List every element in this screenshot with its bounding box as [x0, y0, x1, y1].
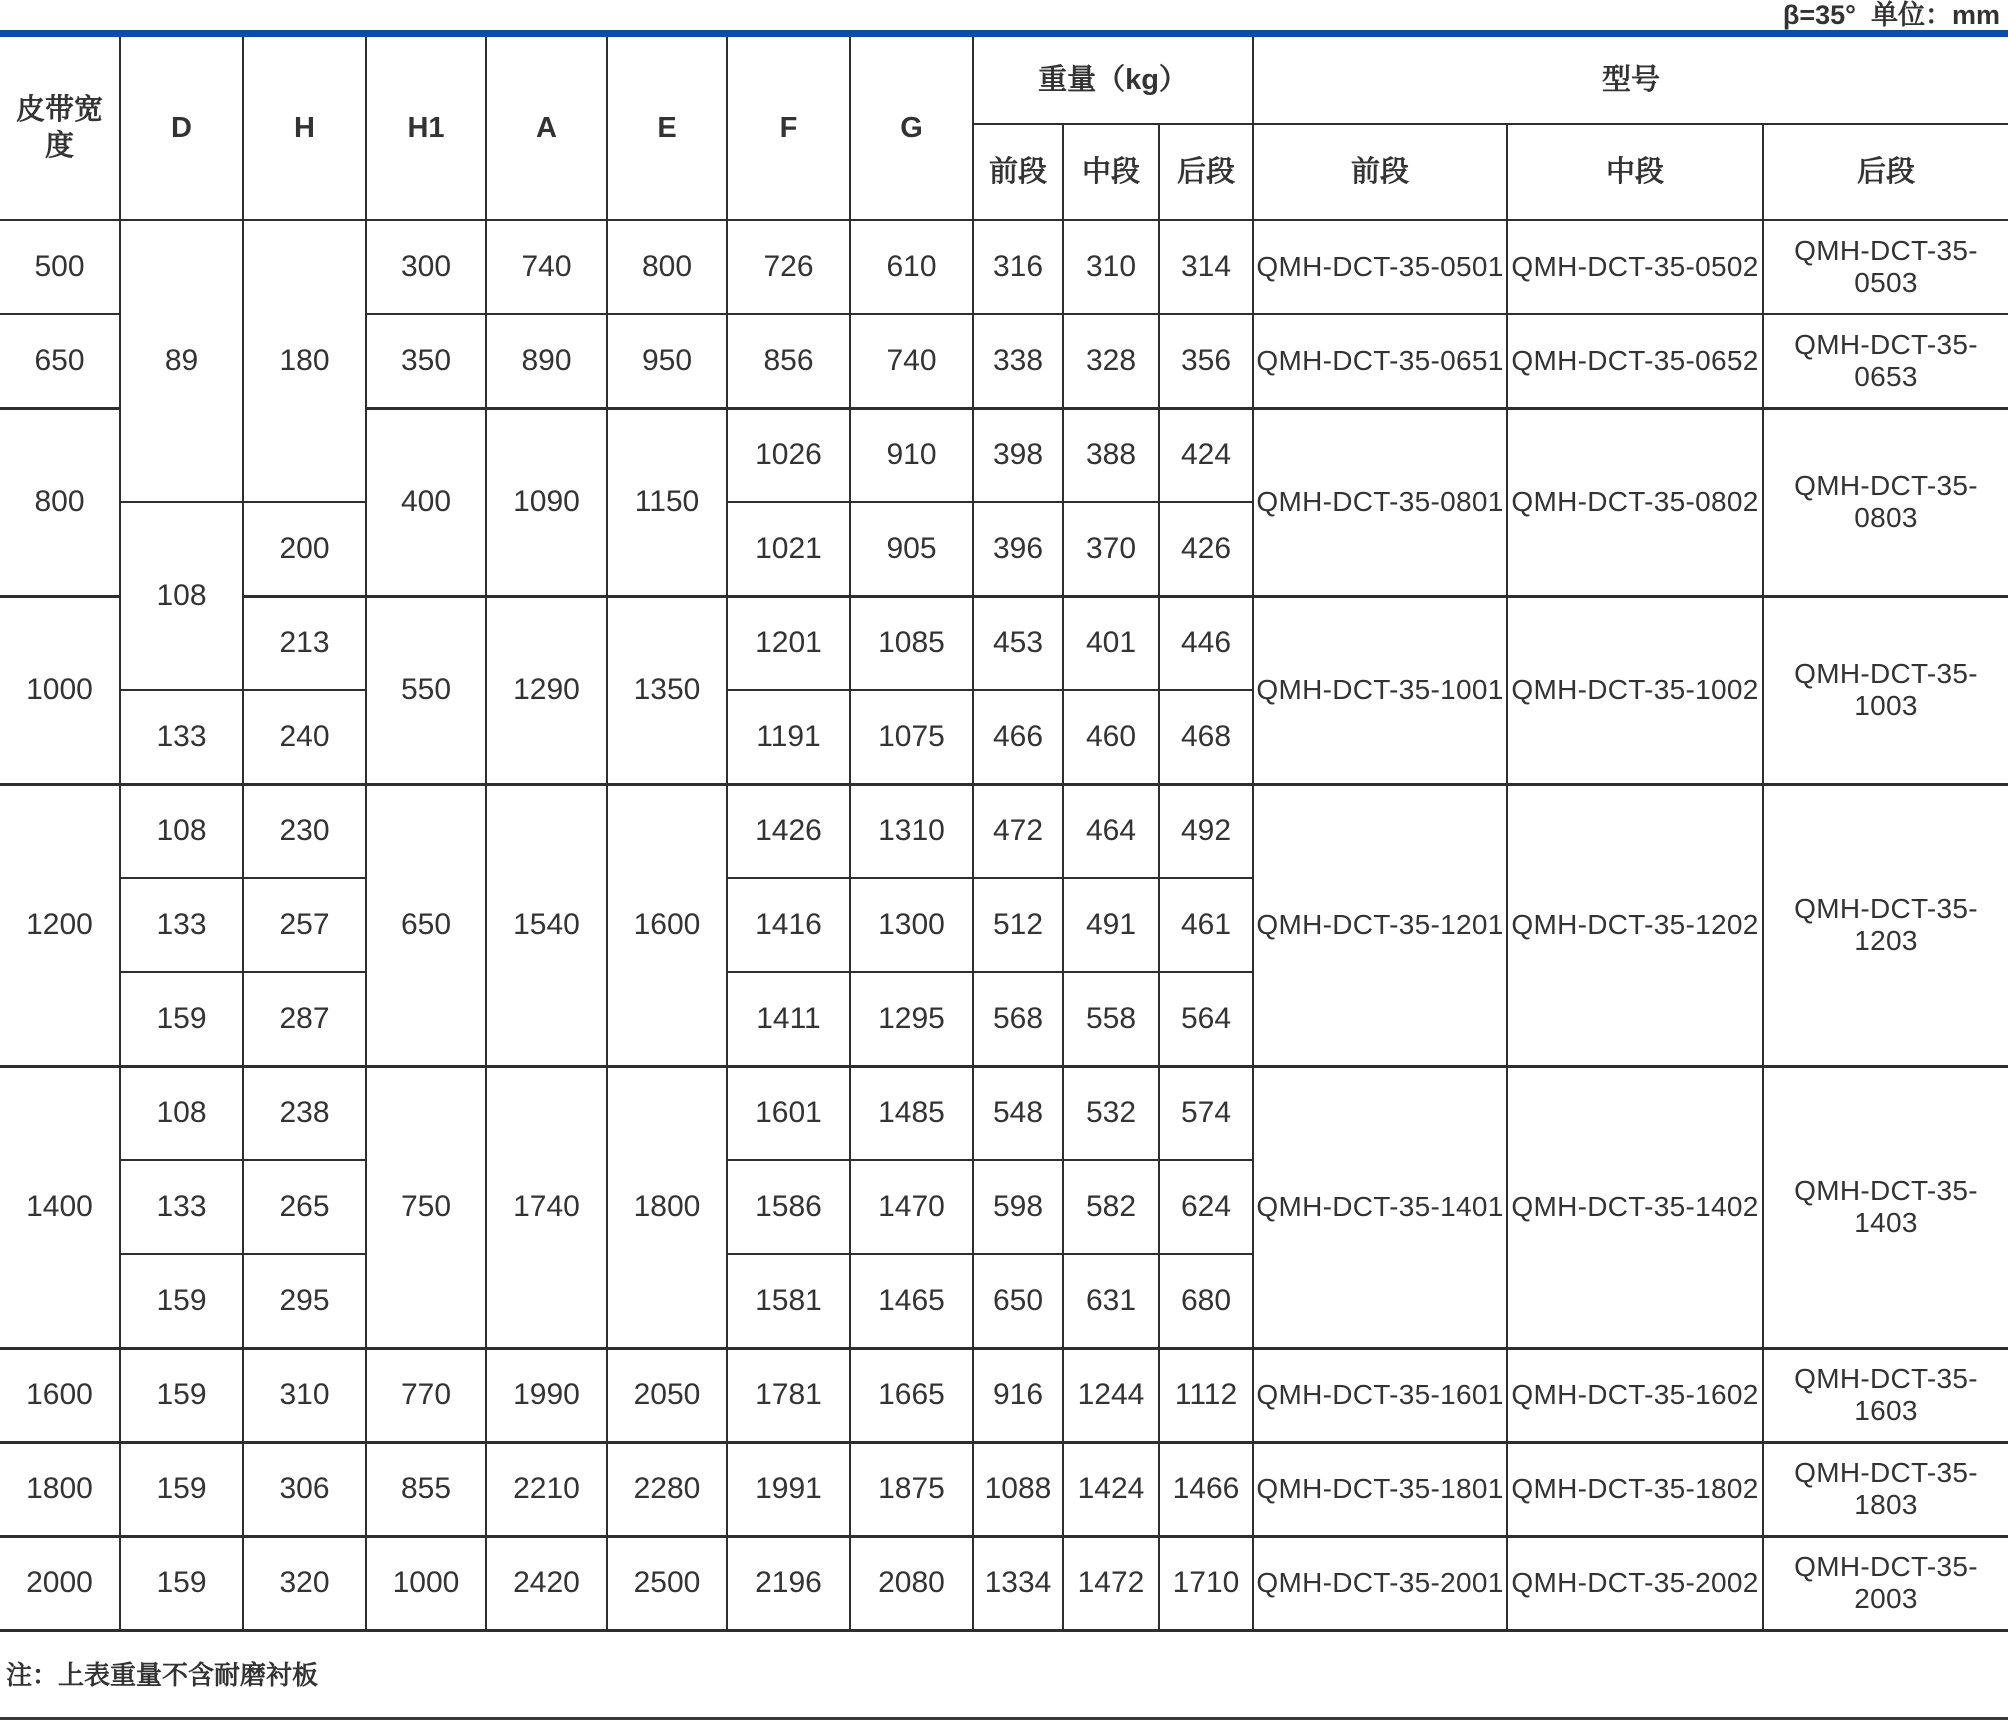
cell-weight-rear: 461	[1159, 878, 1253, 972]
cell-weight-middle: 1424	[1063, 1442, 1159, 1536]
cell-d: 159	[120, 1536, 243, 1630]
cell-weight-front: 598	[973, 1160, 1063, 1254]
header-belt-width: 皮带宽度	[0, 37, 120, 220]
cell-e: 2050	[607, 1348, 727, 1442]
cell-f: 1586	[727, 1160, 850, 1254]
cell-weight-front: 1088	[973, 1442, 1063, 1536]
cell-weight-rear: 1112	[1159, 1348, 1253, 1442]
cell-d: 159	[120, 1254, 243, 1348]
cell-g: 1075	[850, 690, 973, 784]
cell-h1: 750	[366, 1066, 486, 1348]
cell-f: 1781	[727, 1348, 850, 1442]
cell-a: 890	[486, 314, 607, 408]
cell-weight-front: 472	[973, 784, 1063, 878]
cell-weight-front: 568	[973, 972, 1063, 1066]
table-row	[0, 1348, 2008, 1442]
cell-e: 1150	[607, 408, 727, 596]
cell-f: 1416	[727, 878, 850, 972]
cell-weight-front: 548	[973, 1066, 1063, 1160]
cell-weight-rear: 1710	[1159, 1536, 1253, 1630]
cell-weight-front: 650	[973, 1254, 1063, 1348]
cell-model-rear: QMH-DCT-35-2003	[1763, 1536, 2008, 1630]
cell-weight-middle: 532	[1063, 1066, 1159, 1160]
cell-model-front: QMH-DCT-35-0501	[1253, 220, 1507, 314]
header-e: E	[607, 37, 727, 220]
cell-e: 1350	[607, 596, 727, 784]
cell-weight-middle: 328	[1063, 314, 1159, 408]
cell-f: 726	[727, 220, 850, 314]
cell-f: 1991	[727, 1442, 850, 1536]
cell-model-front: QMH-DCT-35-1801	[1253, 1442, 1507, 1536]
cell-d: 108	[120, 784, 243, 878]
cell-g: 2080	[850, 1536, 973, 1630]
cell-h: 180	[243, 220, 366, 502]
cell-a: 1990	[486, 1348, 607, 1442]
cell-h: 310	[243, 1348, 366, 1442]
cell-weight-rear: 314	[1159, 220, 1253, 314]
cell-h1: 1000	[366, 1536, 486, 1630]
cell-belt-width: 1200	[0, 784, 120, 1066]
cell-d: 133	[120, 1160, 243, 1254]
cell-belt-width: 1800	[0, 1442, 120, 1536]
table-row	[0, 1066, 2008, 1160]
cell-g: 905	[850, 502, 973, 596]
cell-model-middle: QMH-DCT-35-1402	[1507, 1066, 1763, 1348]
cell-model-middle: QMH-DCT-35-2002	[1507, 1536, 1763, 1630]
cell-g: 610	[850, 220, 973, 314]
cell-weight-rear: 424	[1159, 408, 1253, 502]
cell-h: 265	[243, 1160, 366, 1254]
cell-g: 740	[850, 314, 973, 408]
cell-belt-width: 1600	[0, 1348, 120, 1442]
header-model-front: 前段	[1253, 124, 1507, 220]
cell-weight-middle: 388	[1063, 408, 1159, 502]
cell-weight-front: 398	[973, 408, 1063, 502]
beta-unit-annotation: β=35° 单位：mm	[1782, 0, 2000, 30]
cell-model-rear: QMH-DCT-35-1403	[1763, 1066, 2008, 1348]
table-row	[0, 220, 2008, 314]
cell-g: 1085	[850, 596, 973, 690]
cell-weight-front: 396	[973, 502, 1063, 596]
cell-g: 1300	[850, 878, 973, 972]
cell-h1: 350	[366, 314, 486, 408]
cell-f: 1411	[727, 972, 850, 1066]
cell-h: 238	[243, 1066, 366, 1160]
cell-h1: 650	[366, 784, 486, 1066]
cell-g: 1465	[850, 1254, 973, 1348]
cell-a: 1290	[486, 596, 607, 784]
header-weight-front: 前段	[973, 124, 1063, 220]
cell-h1: 400	[366, 408, 486, 596]
cell-h: 240	[243, 690, 366, 784]
cell-weight-middle: 370	[1063, 502, 1159, 596]
cell-weight-rear: 468	[1159, 690, 1253, 784]
table-row	[0, 784, 2008, 878]
cell-f: 1201	[727, 596, 850, 690]
header-h: H	[243, 37, 366, 220]
cell-e: 950	[607, 314, 727, 408]
cell-weight-front: 338	[973, 314, 1063, 408]
cell-f: 1191	[727, 690, 850, 784]
cell-h: 320	[243, 1536, 366, 1630]
header-model-group: 型号	[1253, 37, 2008, 124]
cell-d: 89	[120, 220, 243, 502]
cell-weight-front: 466	[973, 690, 1063, 784]
header-model-middle: 中段	[1507, 124, 1763, 220]
cell-a: 2420	[486, 1536, 607, 1630]
cell-weight-front: 453	[973, 596, 1063, 690]
cell-model-front: QMH-DCT-35-1601	[1253, 1348, 1507, 1442]
cell-weight-front: 316	[973, 220, 1063, 314]
cell-model-rear: QMH-DCT-35-1603	[1763, 1348, 2008, 1442]
cell-g: 1470	[850, 1160, 973, 1254]
header-weight-middle: 中段	[1063, 124, 1159, 220]
cell-model-rear: QMH-DCT-35-1803	[1763, 1442, 2008, 1536]
cell-model-front: QMH-DCT-35-1401	[1253, 1066, 1507, 1348]
cell-model-front: QMH-DCT-35-0651	[1253, 314, 1507, 408]
cell-weight-middle: 464	[1063, 784, 1159, 878]
cell-model-front: QMH-DCT-35-1001	[1253, 596, 1507, 784]
cell-e: 1600	[607, 784, 727, 1066]
cell-model-middle: QMH-DCT-35-0802	[1507, 408, 1763, 596]
cell-weight-middle: 310	[1063, 220, 1159, 314]
cell-d: 159	[120, 1348, 243, 1442]
cell-h1: 855	[366, 1442, 486, 1536]
cell-model-rear: QMH-DCT-35-0653	[1763, 314, 2008, 408]
accent-line	[0, 30, 2008, 37]
cell-weight-rear: 680	[1159, 1254, 1253, 1348]
spec-table	[0, 37, 2008, 1632]
cell-h: 287	[243, 972, 366, 1066]
cell-e: 2500	[607, 1536, 727, 1630]
header-g: G	[850, 37, 973, 220]
cell-h: 230	[243, 784, 366, 878]
cell-h: 257	[243, 878, 366, 972]
cell-model-front: QMH-DCT-35-2001	[1253, 1536, 1507, 1630]
cell-g: 1295	[850, 972, 973, 1066]
bottom-border-line	[0, 1717, 2008, 1720]
cell-weight-front: 1334	[973, 1536, 1063, 1630]
cell-weight-rear: 446	[1159, 596, 1253, 690]
cell-e: 1800	[607, 1066, 727, 1348]
cell-g: 1665	[850, 1348, 973, 1442]
cell-g: 1310	[850, 784, 973, 878]
cell-a: 1090	[486, 408, 607, 596]
cell-weight-rear: 1466	[1159, 1442, 1253, 1536]
cell-model-front: QMH-DCT-35-0801	[1253, 408, 1507, 596]
header-h1: H1	[366, 37, 486, 220]
cell-h1: 770	[366, 1348, 486, 1442]
cell-belt-width: 800	[0, 408, 120, 596]
cell-f: 1026	[727, 408, 850, 502]
cell-weight-middle: 582	[1063, 1160, 1159, 1254]
cell-h: 213	[243, 596, 366, 690]
cell-weight-rear: 356	[1159, 314, 1253, 408]
cell-weight-middle: 558	[1063, 972, 1159, 1066]
cell-weight-middle: 491	[1063, 878, 1159, 972]
cell-model-middle: QMH-DCT-35-1602	[1507, 1348, 1763, 1442]
cell-d: 133	[120, 878, 243, 972]
cell-belt-width: 2000	[0, 1536, 120, 1630]
cell-a: 740	[486, 220, 607, 314]
header-weight-rear: 后段	[1159, 124, 1253, 220]
cell-e: 800	[607, 220, 727, 314]
cell-weight-rear: 426	[1159, 502, 1253, 596]
cell-weight-middle: 1244	[1063, 1348, 1159, 1442]
cell-d: 159	[120, 1442, 243, 1536]
cell-e: 2280	[607, 1442, 727, 1536]
header-weight-group: 重量（kg）	[973, 37, 1253, 124]
cell-d: 133	[120, 690, 243, 784]
table-row	[0, 1536, 2008, 1630]
cell-a: 2210	[486, 1442, 607, 1536]
cell-h: 200	[243, 502, 366, 596]
cell-g: 1875	[850, 1442, 973, 1536]
header-d: D	[120, 37, 243, 220]
cell-h: 295	[243, 1254, 366, 1348]
cell-g: 1485	[850, 1066, 973, 1160]
cell-a: 1540	[486, 784, 607, 1066]
cell-weight-rear: 624	[1159, 1160, 1253, 1254]
table-row	[0, 596, 2008, 690]
cell-h1: 550	[366, 596, 486, 784]
cell-f: 856	[727, 314, 850, 408]
cell-belt-width: 650	[0, 314, 120, 408]
cell-model-middle: QMH-DCT-35-0652	[1507, 314, 1763, 408]
cell-a: 1740	[486, 1066, 607, 1348]
cell-d: 108	[120, 1066, 243, 1160]
cell-model-front: QMH-DCT-35-1201	[1253, 784, 1507, 1066]
footnote: 注：上表重量不含耐磨衬板	[6, 1660, 319, 1690]
header-f: F	[727, 37, 850, 220]
cell-model-middle: QMH-DCT-35-0502	[1507, 220, 1763, 314]
cell-f: 1581	[727, 1254, 850, 1348]
header-a: A	[486, 37, 607, 220]
cell-weight-middle: 460	[1063, 690, 1159, 784]
header-model-rear: 后段	[1763, 124, 2008, 220]
cell-model-rear: QMH-DCT-35-0503	[1763, 220, 2008, 314]
cell-g: 910	[850, 408, 973, 502]
cell-belt-width: 1000	[0, 596, 120, 784]
cell-weight-front: 916	[973, 1348, 1063, 1442]
cell-weight-middle: 1472	[1063, 1536, 1159, 1630]
cell-model-rear: QMH-DCT-35-1003	[1763, 596, 2008, 784]
cell-weight-rear: 574	[1159, 1066, 1253, 1160]
cell-belt-width: 1400	[0, 1066, 120, 1348]
cell-model-rear: QMH-DCT-35-0803	[1763, 408, 2008, 596]
cell-f: 1426	[727, 784, 850, 878]
cell-d: 108	[120, 502, 243, 690]
cell-weight-middle: 401	[1063, 596, 1159, 690]
cell-weight-rear: 564	[1159, 972, 1253, 1066]
cell-model-middle: QMH-DCT-35-1202	[1507, 784, 1763, 1066]
cell-f: 1021	[727, 502, 850, 596]
cell-model-middle: QMH-DCT-35-1802	[1507, 1442, 1763, 1536]
cell-d: 159	[120, 972, 243, 1066]
cell-h: 306	[243, 1442, 366, 1536]
cell-h1: 300	[366, 220, 486, 314]
cell-model-middle: QMH-DCT-35-1002	[1507, 596, 1763, 784]
cell-f: 2196	[727, 1536, 850, 1630]
cell-weight-middle: 631	[1063, 1254, 1159, 1348]
cell-f: 1601	[727, 1066, 850, 1160]
cell-weight-rear: 492	[1159, 784, 1253, 878]
cell-model-rear: QMH-DCT-35-1203	[1763, 784, 2008, 1066]
cell-weight-front: 512	[973, 878, 1063, 972]
table-row	[0, 1442, 2008, 1536]
cell-belt-width: 500	[0, 220, 120, 314]
